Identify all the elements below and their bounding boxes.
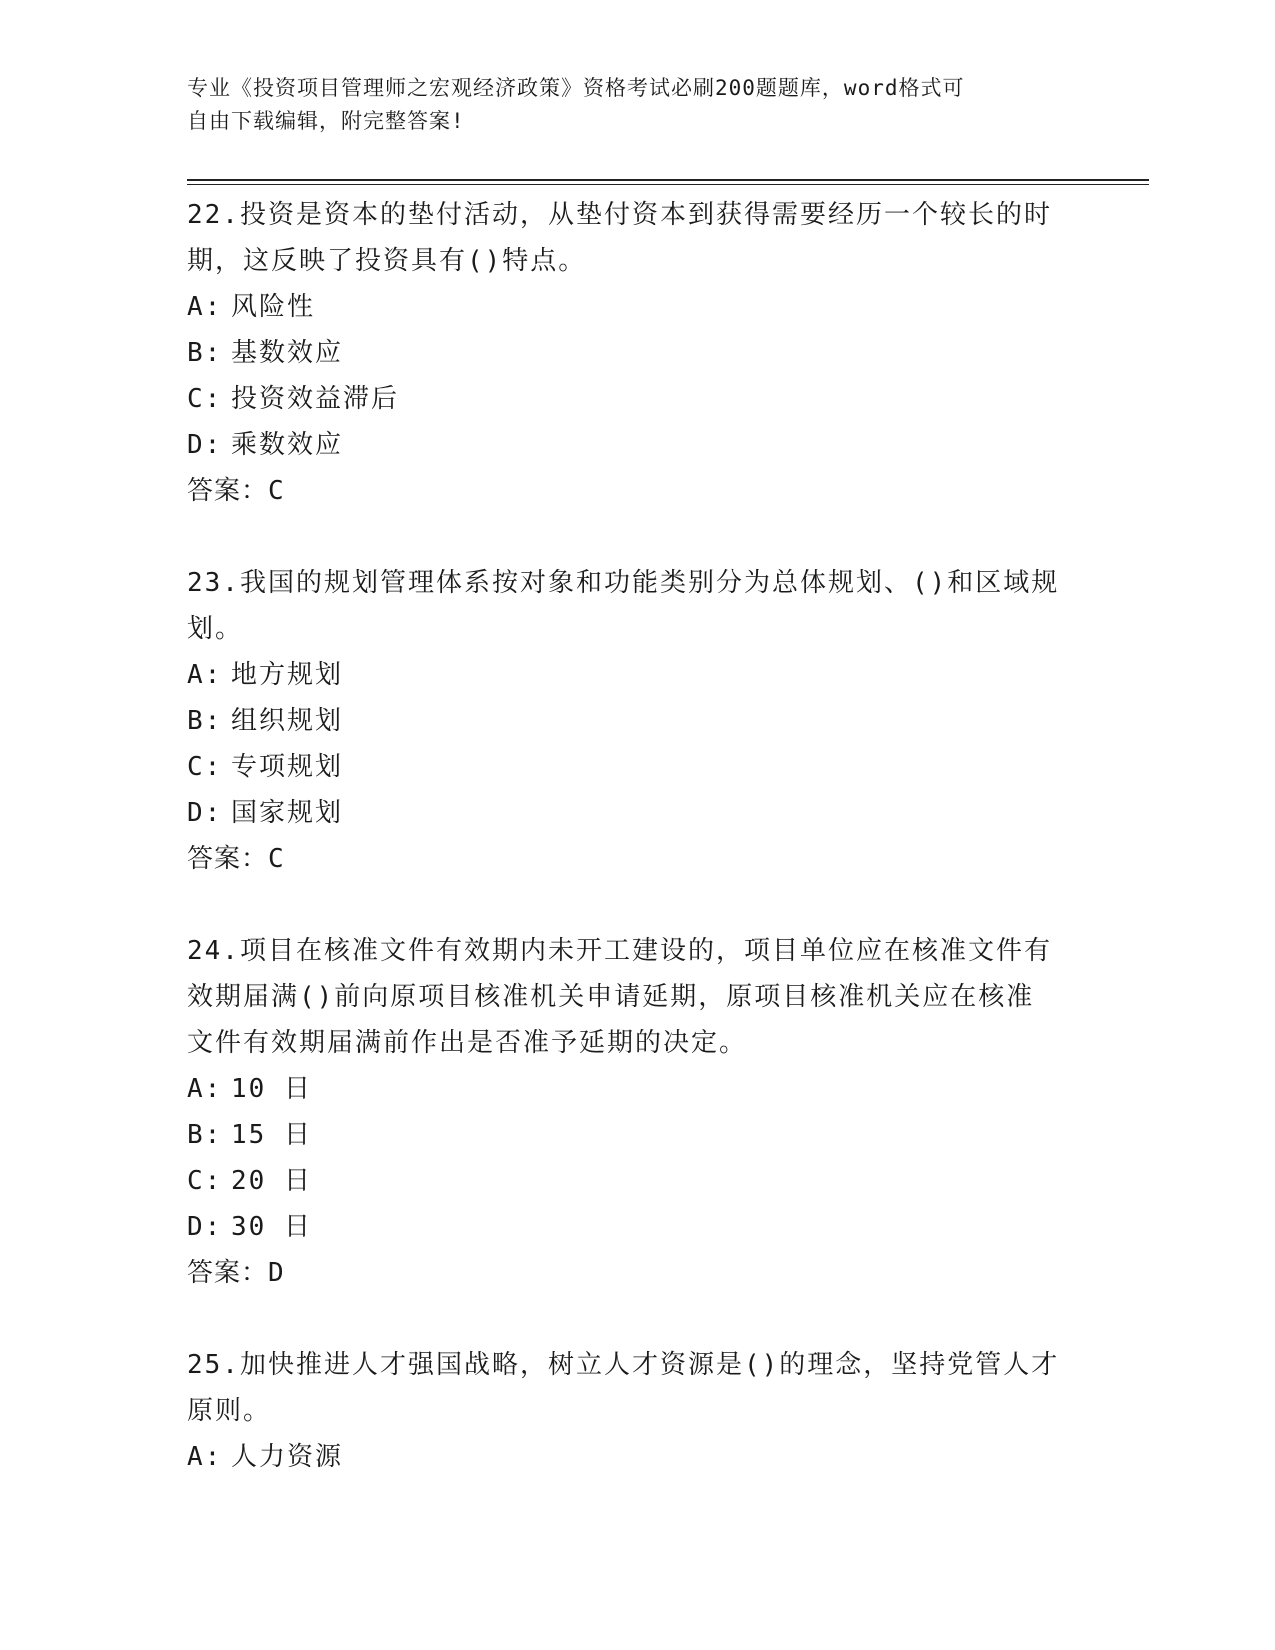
stem-line: 23.我国的规划管理体系按对象和功能类别分为总体规划、()和区域规 xyxy=(187,568,1060,598)
stem-line: 原则。 xyxy=(187,1396,272,1426)
option-text: 投资效益滞后 xyxy=(231,384,400,414)
question-gap xyxy=(187,514,1087,560)
option-b xyxy=(187,698,1087,744)
option-d xyxy=(187,1204,1087,1250)
option-text: 风险性 xyxy=(231,292,316,322)
question-24 xyxy=(187,928,1087,1296)
header-divider-thin xyxy=(187,184,1149,185)
answer-value: C xyxy=(268,476,284,506)
answer-label: 答案： xyxy=(187,844,269,874)
stem-line: 效期届满()前向原项目核准机关申请延期，原项目核准机关应在核准 xyxy=(187,982,1035,1012)
stem-line: 划。 xyxy=(187,614,244,644)
option-b xyxy=(187,1112,1087,1158)
option-letter: B: xyxy=(187,706,223,736)
question-stem xyxy=(187,1342,1087,1434)
option-a xyxy=(187,652,1087,698)
question-23 xyxy=(187,560,1087,882)
option-d xyxy=(187,422,1087,468)
header-line-2: 自由下载编辑，附完整答案! xyxy=(187,109,465,133)
option-c xyxy=(187,1158,1087,1204)
option-text: 基数效应 xyxy=(231,338,344,368)
option-letter: D: xyxy=(187,798,223,828)
option-a xyxy=(187,1434,1087,1480)
option-c xyxy=(187,744,1087,790)
stem-line: 期，这反映了投资具有()特点。 xyxy=(187,246,587,276)
option-text: 人力资源 xyxy=(231,1442,344,1472)
answer-line xyxy=(187,468,1087,514)
stem-line: 22.投资是资本的垫付活动，从垫付资本到获得需要经历一个较长的时 xyxy=(187,200,1052,230)
option-letter: C: xyxy=(187,752,223,782)
option-text: 地方规划 xyxy=(231,660,344,690)
option-text: 15 日 xyxy=(231,1120,312,1150)
option-letter: A: xyxy=(187,1074,223,1104)
option-a xyxy=(187,284,1087,330)
answer-value: C xyxy=(268,844,284,874)
question-gap xyxy=(187,882,1087,928)
option-text: 组织规划 xyxy=(231,706,344,736)
header-line-1: 专业《投资项目管理师之宏观经济政策》资格考试必刷200题题库，word格式可 xyxy=(187,76,965,100)
header-divider-thick xyxy=(187,179,1149,181)
option-letter: B: xyxy=(187,338,223,368)
question-22 xyxy=(187,192,1087,514)
option-letter: D: xyxy=(187,1212,223,1242)
document-header xyxy=(187,72,1067,138)
option-text: 30 日 xyxy=(231,1212,312,1242)
option-a xyxy=(187,1066,1087,1112)
question-25 xyxy=(187,1342,1087,1480)
option-letter: C: xyxy=(187,1166,223,1196)
option-text: 10 日 xyxy=(231,1074,312,1104)
option-text: 20 日 xyxy=(231,1166,312,1196)
option-b xyxy=(187,330,1087,376)
option-letter: A: xyxy=(187,292,223,322)
stem-line: 25.加快推进人才强国战略，树立人才资源是()的理念，坚持党管人才 xyxy=(187,1350,1060,1380)
option-letter: C: xyxy=(187,384,223,414)
option-letter: B: xyxy=(187,1120,223,1150)
question-stem xyxy=(187,928,1087,1066)
stem-line: 文件有效期届满前作出是否准予延期的决定。 xyxy=(187,1028,748,1058)
option-text: 专项规划 xyxy=(231,752,344,782)
option-text: 乘数效应 xyxy=(231,430,344,460)
question-stem xyxy=(187,560,1087,652)
question-stem xyxy=(187,192,1087,284)
answer-label: 答案： xyxy=(187,1258,269,1288)
stem-line: 24.项目在核准文件有效期内未开工建设的，项目单位应在核准文件有 xyxy=(187,936,1052,966)
question-list xyxy=(187,192,1087,1480)
answer-label: 答案： xyxy=(187,476,269,506)
option-letter: A: xyxy=(187,1442,223,1472)
option-letter: D: xyxy=(187,430,223,460)
option-letter: A: xyxy=(187,660,223,690)
answer-line xyxy=(187,1250,1087,1296)
answer-line xyxy=(187,836,1087,882)
option-c xyxy=(187,376,1087,422)
option-text: 国家规划 xyxy=(231,798,344,828)
option-d xyxy=(187,790,1087,836)
answer-value: D xyxy=(268,1258,284,1288)
question-gap xyxy=(187,1296,1087,1342)
